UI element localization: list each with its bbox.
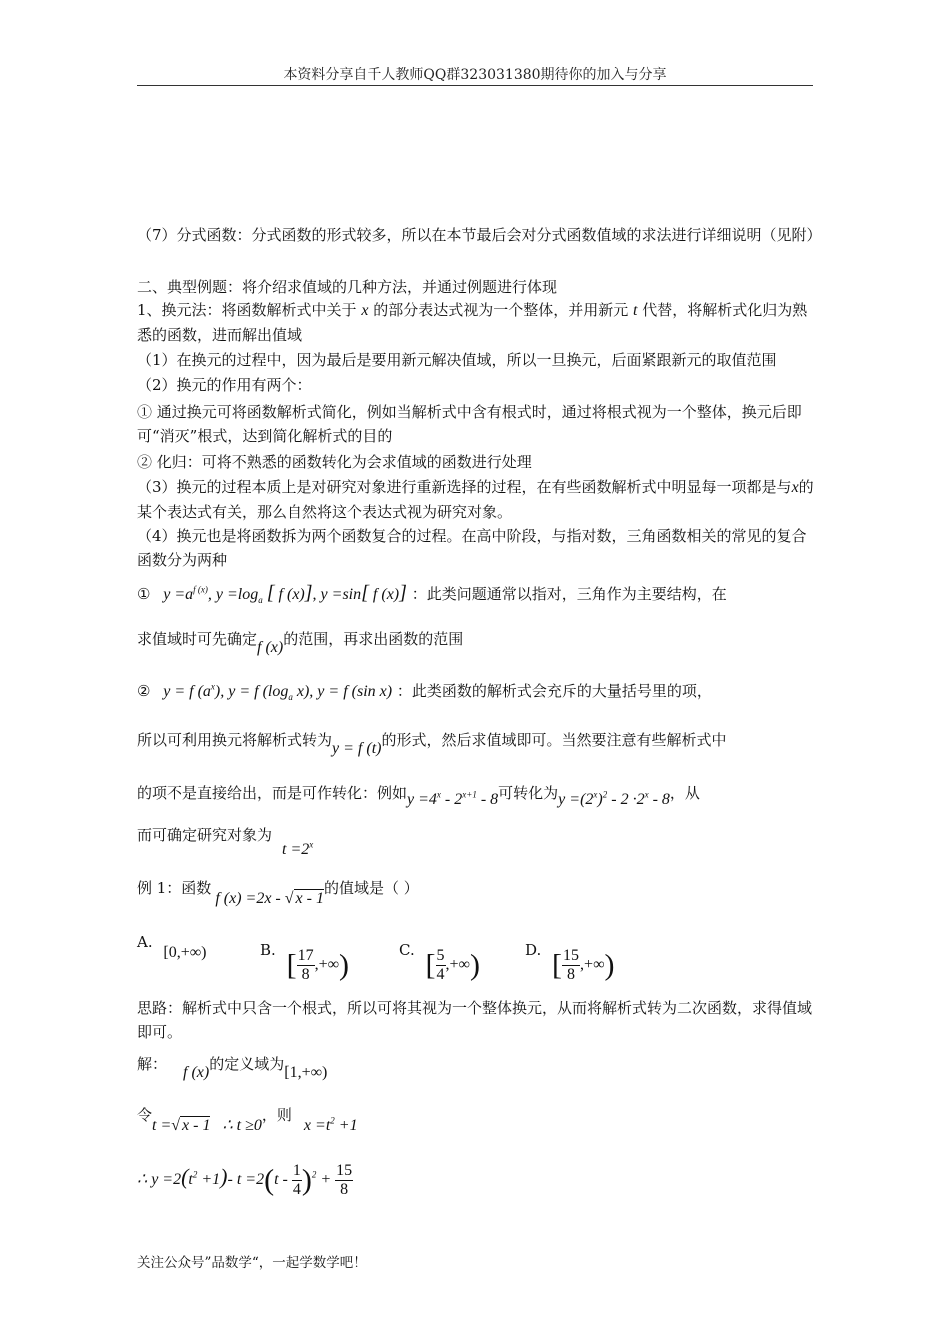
header-divider (137, 85, 813, 86)
role-2: ② 化归：可将不熟悉的函数转化为会求值域的函数进行处理 (137, 453, 532, 471)
method-text-3: 代替，将解析式化归为熟悉的函数，进而解出值域 (137, 301, 808, 344)
formula-fx: f (x) (257, 639, 284, 656)
note-1: （1）在换元的过程中，因为最后是要用新元解决值域，所以一旦换元，后面紧跟新元的取值范围 (137, 351, 777, 369)
role-1: ① 通过换元可将函数解析式简化，例如当解析式中含有根式时，通过将根式视为一个整体，换元后即可“消灭”根式，达到简化解析式的目的 (137, 403, 802, 445)
formula-sol-fx: f (x) (183, 1064, 210, 1081)
item-2-line-4: 而可确定研究对象为$t =2^x$ (137, 826, 314, 858)
formula-t-def: $t =2^x$ (282, 839, 314, 858)
formula-example-1: f (x) =2x - √ x - 1 (215, 890, 324, 907)
method-text-1: 1、换元法：将函数解析式中关于 (137, 301, 357, 319)
solution-transform (137, 1162, 353, 1199)
note-4: （4）换元也是将函数拆为两个函数复合的过程。在高中阶段，与指对数，三角函数相关的常见的复合函数分为两种 (137, 527, 807, 569)
note-2: （2）换元的作用有两个： (137, 376, 312, 394)
page-footer: 关注公众号”品数学“，一起学数学吧！ (137, 1255, 367, 1271)
option-a-value: [0,+∞) (163, 944, 207, 961)
formula-quadratic: ∴ $y =2(t^2 +1)-$ t =2(t - $\frac{1}{4}$ )$^2$ + $\frac{15}{8}$ (137, 1162, 353, 1198)
formula-let-t: t =√ x - 1 ∴ t ≥0 (152, 1117, 262, 1134)
option-d-value: [ $\frac{15}{8}$ ,+∞) (552, 947, 615, 983)
item-2-line: ② y = f $(a^x)$, y = f ($\log_a$ x), y = f (sin x) ：此类函数的解析式会充斥的大量括号里的项， (137, 681, 712, 703)
formula-composite-2: y = f $(a^x)$, y = f ($\log_a$ x), y = f (sin x) (163, 681, 393, 703)
solution-idea: 思路：解析式中只含一个根式，所以可将其视为一个整体换元，从而将解析式转为二次函数，求得值域即可。 (137, 999, 813, 1041)
example-1-question: 例 1：函数f (x) =2x - √ x - 1的值域是（ ） (137, 879, 419, 907)
para-fractional-function: （7）分式函数：分式函数的形式较多，所以在本节最后会对分式函数值域的求法进行详细说明（见附） (137, 226, 822, 244)
solution-substitution: 令t =√ x - 1 ∴ t ≥0，则$x =t^2 +1$ (137, 1106, 358, 1134)
method-substitution (137, 298, 817, 347)
item-1-line-2: 求值域时可先确定f (x)的范围，再求出函数的范围 (137, 630, 464, 656)
math-var-t: t (633, 302, 638, 319)
solution-domain: 解： f (x)的定义域为[1,+∞) (137, 1055, 328, 1081)
formula-composite-1: $y =a^{f (x)}$, $y =\log_a$ [ f (x)], y =sin[ f (x)] (163, 582, 407, 606)
method-text-2: 的部分表达式视为一个整体，并用新元 (373, 301, 629, 319)
formula-x-of-t: $x =t^2 +1$ (303, 1115, 358, 1134)
option-b[interactable]: B. [ $\frac{17}{8}$ ,+∞) (260, 941, 350, 983)
item-2-line-2: 所以可利用换元将解析式转为y = f (t)的形式，然后求值域即可。当然要注意有些解析式中 (137, 731, 727, 757)
formula-example: $y =4^x - 2^{x+1} - 8$ (407, 789, 499, 808)
option-c-value: [ $\frac{5}{4}$ ,+∞) (425, 947, 480, 983)
formula-example-converted: $y =(2^x)^2 - 2 \cdot 2^x - 8$ (558, 789, 670, 808)
section-heading-examples: 二、典型例题：将介绍求值域的几种方法，并通过例题进行体现 (137, 278, 558, 296)
option-b-value: [ $\frac{17}{8}$ ,+∞) (286, 947, 350, 983)
item-1-line: ① $y =a^{f (x)}$, $y =\log_a$ [ f (x)], y =sin[ f (x)] ：此类问题通常以指对，三角作为主要结构，在 (137, 582, 727, 606)
formula-domain: [1,+∞) (284, 1064, 328, 1081)
option-d[interactable]: D. [ $\frac{15}{8}$ ,+∞) (525, 941, 615, 983)
page-header: 本资料分享自千人教师QQ群323031380期待你的加入与分享 (283, 67, 667, 83)
note-3: （3）换元的过程本质上是对研究对象进行重新选择的过程，在有些函数解析式中明显每一项都是与x的某个表达式有关，那么自然将这个表达式视为研究对象。 (137, 478, 814, 521)
option-c[interactable]: C. [ $\frac{5}{4}$ ,+∞) (399, 941, 480, 983)
formula-ft: y = f (t) (332, 740, 382, 757)
math-var-x: x (361, 302, 369, 319)
option-a[interactable]: A. [0,+∞) (137, 933, 207, 961)
item-2-line-3: 的项不是直接给出，而是可作转化：例如$y =4^x - 2^{x+1} - 8$可转化为$y =(2^x)^2 - 2 \cdot 2^x - 8$，从 (137, 784, 700, 808)
